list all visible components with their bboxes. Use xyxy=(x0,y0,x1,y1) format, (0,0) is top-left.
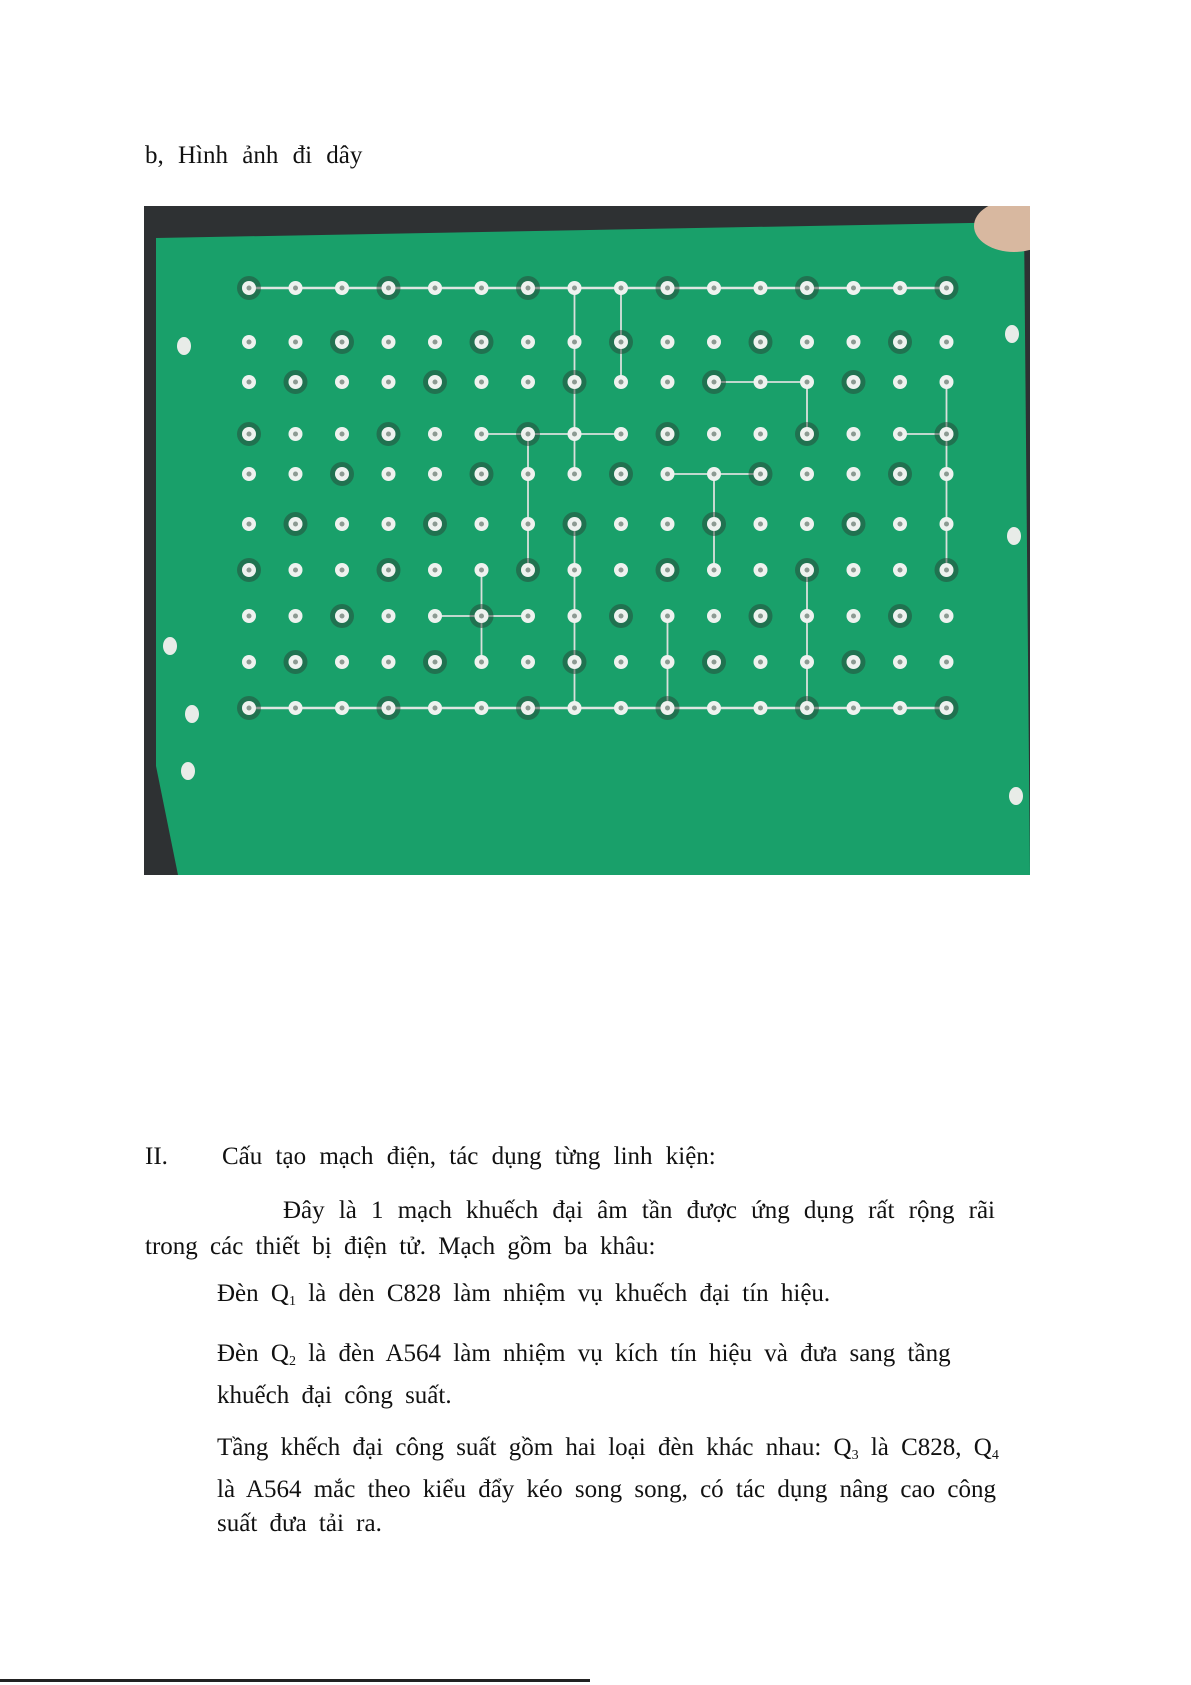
list-item: Đèn $Q_2$ là đèn A564 làm nhiệm vụ kích tín hiệu và đưa sang tầng khuếch đại công suất. xyxy=(217,1340,951,1409)
component-list xyxy=(180,1277,1000,1559)
list-item: Đèn $Q_1$ là dèn C828 làm nhiệm vụ khuếch đại tín hiệu. xyxy=(217,1280,831,1309)
figure-caption: b, Hình ảnh đi dây xyxy=(145,142,363,169)
pcb-board-icon xyxy=(144,206,1030,875)
section-heading xyxy=(145,1143,716,1171)
intro-text: Đây là 1 mạch khuếch đại âm tần được ứng dụng rất rộng rãi trong các thiết bị điện tử. Mạch gồm ba khâu: xyxy=(145,1197,995,1260)
pcb-wiring-photo xyxy=(144,206,1030,875)
section-title: Cấu tạo mạch điện, tác dụng từng linh kiện: xyxy=(222,1143,716,1170)
intro-paragraph xyxy=(145,1193,995,1265)
section-number: II. xyxy=(145,1143,168,1170)
list-item: Tầng khếch đại công suất gồm hai loại đèn khác nhau: $Q_3$ là C828, $Q_4$ là A564 mắc theo kiểu đẩy kéo song song, có tác dụng nâng cao công suất đưa tải ra. xyxy=(217,1434,999,1537)
page-footer-rule xyxy=(0,1679,590,1682)
